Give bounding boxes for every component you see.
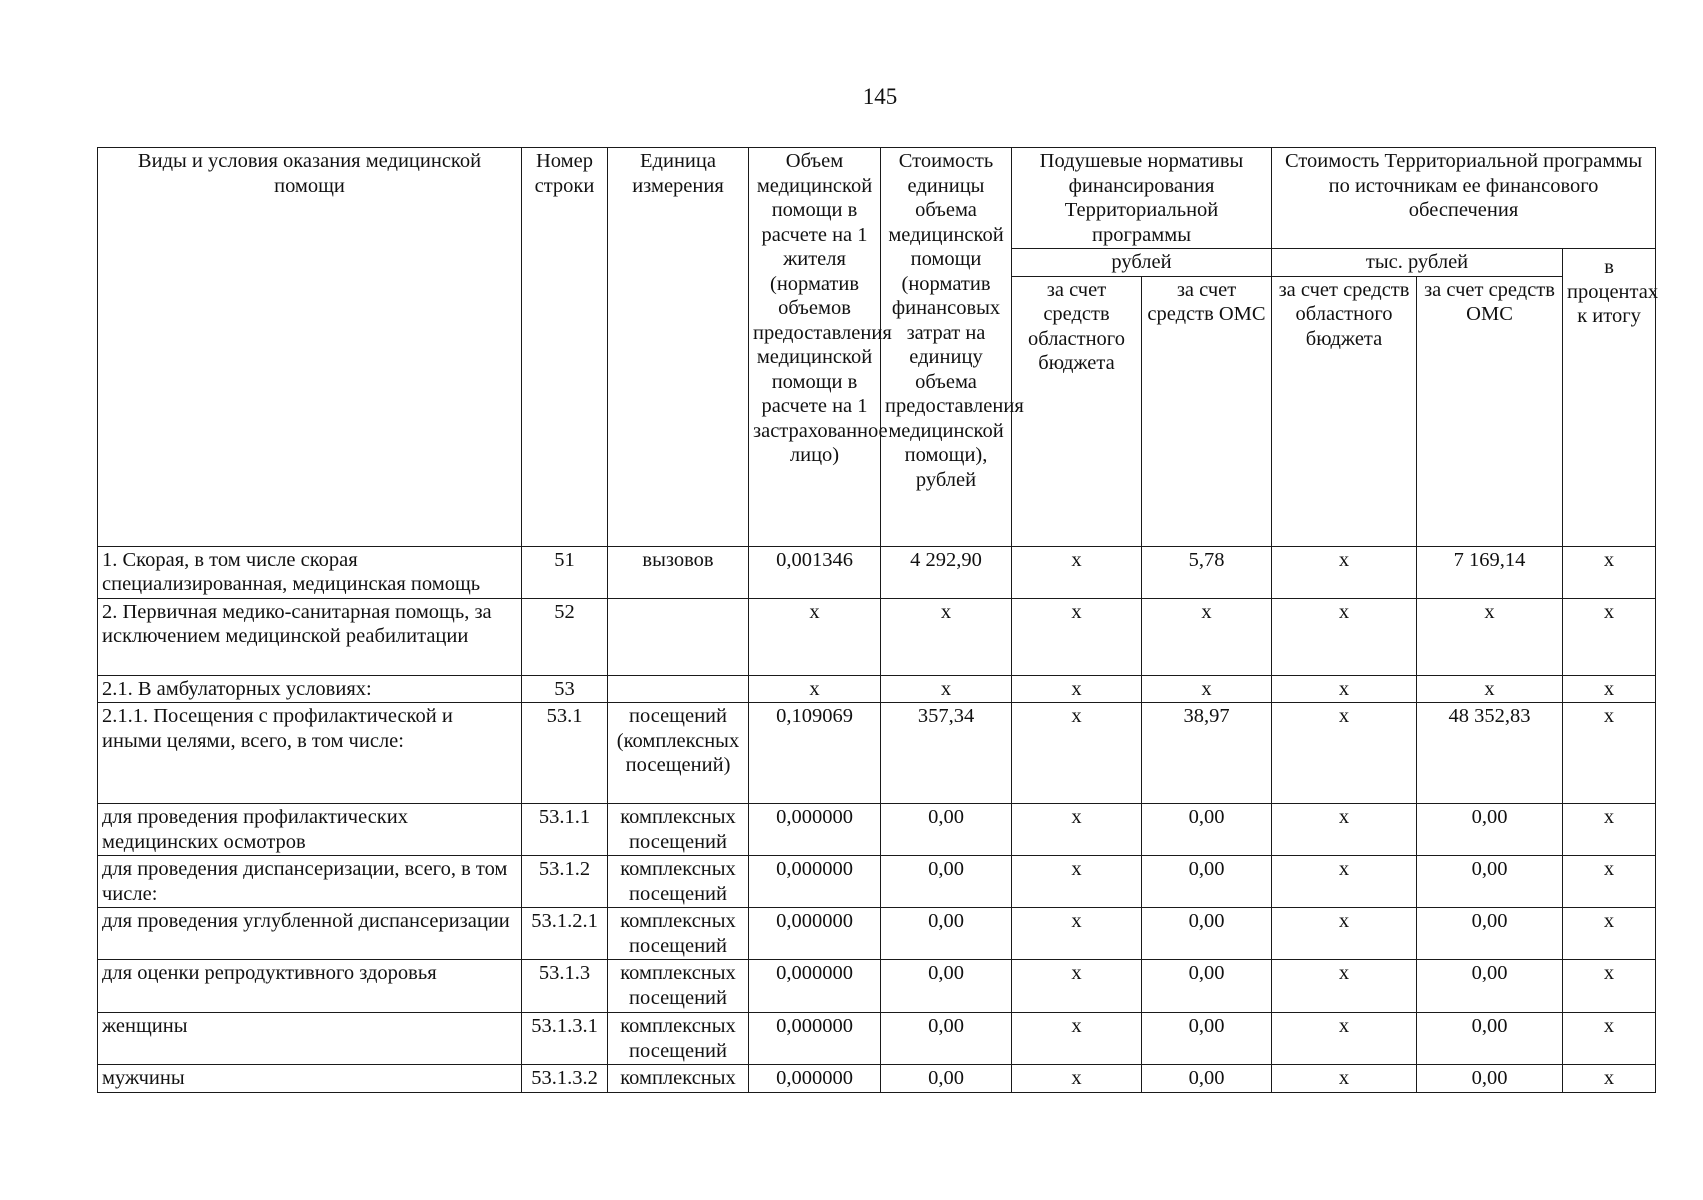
table-row <box>98 703 1656 804</box>
row-pc-budget: x <box>1012 856 1142 908</box>
row-volume: 0,001346 <box>749 546 881 598</box>
row-line: 53 <box>522 675 608 703</box>
row-name: для проведения диспансеризации, всего, в том числе: <box>98 856 522 908</box>
header-unit: Единица измерения <box>608 148 749 547</box>
row-pc-oms: 5,78 <box>1142 546 1272 598</box>
page-number: 145 <box>862 84 898 109</box>
row-percent: x <box>1563 703 1656 804</box>
row-tc-budget: x <box>1272 598 1417 675</box>
row-tc-oms: 0,00 <box>1417 960 1563 1013</box>
table-row <box>98 960 1656 1013</box>
row-pc-budget: x <box>1012 908 1142 960</box>
header-percent-of-total: в процентах к итогу <box>1563 249 1656 547</box>
header-pc-oms: за счет средств ОМС <box>1142 276 1272 546</box>
row-tc-budget: x <box>1272 1013 1417 1065</box>
table-row <box>98 546 1656 598</box>
row-pc-oms: 0,00 <box>1142 960 1272 1013</box>
row-tc-budget: x <box>1272 1065 1417 1093</box>
row-percent: x <box>1563 546 1656 598</box>
row-name: для проведения профилактических медицинских осмотров <box>98 804 522 856</box>
row-name: для проведения углубленной диспансеризации <box>98 908 522 960</box>
row-unit: комплексных <box>608 1065 749 1093</box>
row-unit: посещений (комплексных посещений) <box>608 703 749 804</box>
row-name: 1. Скорая, в том числе скорая специализированная, медицинская помощь <box>98 546 522 598</box>
row-name: 2. Первичная медико-санитарная помощь, за исключением медицинской реабилитации <box>98 598 522 675</box>
row-line: 53.1.2 <box>522 856 608 908</box>
row-line: 53.1.3 <box>522 960 608 1013</box>
row-volume: 0,000000 <box>749 856 881 908</box>
row-unit: комплексных посещений <box>608 908 749 960</box>
header-line-number: Номер строки <box>522 148 608 547</box>
row-unit-cost: 0,00 <box>881 960 1012 1013</box>
header-pc-regional-budget: за счет средств областного бюджета <box>1012 276 1142 546</box>
row-unit-cost: x <box>881 675 1012 703</box>
row-unit-cost: 0,00 <box>881 804 1012 856</box>
row-pc-oms: 0,00 <box>1142 1065 1272 1093</box>
row-volume: 0,000000 <box>749 1013 881 1065</box>
row-tc-oms: 0,00 <box>1417 856 1563 908</box>
row-volume: 0,109069 <box>749 703 881 804</box>
row-tc-budget: x <box>1272 675 1417 703</box>
row-unit-cost: x <box>881 598 1012 675</box>
row-unit-cost: 0,00 <box>881 908 1012 960</box>
row-unit: вызовов <box>608 546 749 598</box>
row-pc-oms: 0,00 <box>1142 856 1272 908</box>
row-unit-cost: 4 292,90 <box>881 546 1012 598</box>
header-per-capita-group: Подушевые нормативы финансирования Территориальной программы <box>1012 148 1272 249</box>
row-percent: x <box>1563 908 1656 960</box>
row-line: 53.1.2.1 <box>522 908 608 960</box>
header-thousand-rubles: тыс. рублей <box>1272 249 1563 277</box>
table-row <box>98 675 1656 703</box>
row-tc-oms: x <box>1417 598 1563 675</box>
row-tc-oms: 48 352,83 <box>1417 703 1563 804</box>
row-line: 53.1 <box>522 703 608 804</box>
table-row <box>98 1065 1656 1093</box>
row-pc-budget: x <box>1012 546 1142 598</box>
row-percent: x <box>1563 675 1656 703</box>
header-rubles: рублей <box>1012 249 1272 277</box>
row-pc-oms: x <box>1142 675 1272 703</box>
row-name: 2.1.1. Посещения с профилактической и иными целями, всего, в том числе: <box>98 703 522 804</box>
row-tc-budget: x <box>1272 960 1417 1013</box>
row-pc-oms: 0,00 <box>1142 908 1272 960</box>
row-unit-cost: 0,00 <box>881 856 1012 908</box>
row-name: женщины <box>98 1013 522 1065</box>
row-line: 52 <box>522 598 608 675</box>
row-volume: x <box>749 598 881 675</box>
header-tc-regional-budget: за счет средств областного бюджета <box>1272 276 1417 546</box>
row-name: мужчины <box>98 1065 522 1093</box>
table-row <box>98 856 1656 908</box>
row-unit <box>608 598 749 675</box>
row-tc-oms: x <box>1417 675 1563 703</box>
row-unit-cost: 357,34 <box>881 703 1012 804</box>
header-volume: Объем медицинской помощи в расчете на 1 жителя (норматив объемов предоставления медицинской помощи в расчете на 1 застрахованное лицо) <box>749 148 881 547</box>
row-pc-budget: x <box>1012 675 1142 703</box>
row-unit: комплексных посещений <box>608 960 749 1013</box>
financing-table <box>97 147 1659 1093</box>
row-pc-oms: x <box>1142 598 1272 675</box>
row-tc-budget: x <box>1272 546 1417 598</box>
row-volume: 0,000000 <box>749 804 881 856</box>
row-volume: 0,000000 <box>749 1065 881 1093</box>
row-percent: x <box>1563 804 1656 856</box>
row-line: 53.1.3.2 <box>522 1065 608 1093</box>
row-pc-budget: x <box>1012 598 1142 675</box>
row-volume: 0,000000 <box>749 960 881 1013</box>
row-percent: x <box>1563 1013 1656 1065</box>
row-pc-budget: x <box>1012 1013 1142 1065</box>
row-line: 53.1.3.1 <box>522 1013 608 1065</box>
row-percent: x <box>1563 598 1656 675</box>
row-unit: комплексных посещений <box>608 804 749 856</box>
row-tc-oms: 0,00 <box>1417 908 1563 960</box>
row-tc-budget: x <box>1272 856 1417 908</box>
row-unit-cost: 0,00 <box>881 1065 1012 1093</box>
row-pc-oms: 0,00 <box>1142 804 1272 856</box>
row-unit <box>608 675 749 703</box>
header-unit-cost: Стоимость единицы объема медицинской помощи (норматив финансовых затрат на единицу объема предоставления медицинской помощи), рублей <box>881 148 1012 547</box>
table-row <box>98 908 1656 960</box>
row-pc-budget: x <box>1012 960 1142 1013</box>
row-volume: 0,000000 <box>749 908 881 960</box>
row-tc-oms: 0,00 <box>1417 804 1563 856</box>
table-row <box>98 598 1656 675</box>
row-name: для оценки репродуктивного здоровья <box>98 960 522 1013</box>
row-percent: x <box>1563 960 1656 1013</box>
row-pc-oms: 38,97 <box>1142 703 1272 804</box>
row-tc-budget: x <box>1272 804 1417 856</box>
row-pc-oms: 0,00 <box>1142 1013 1272 1065</box>
row-unit: комплексных посещений <box>608 1013 749 1065</box>
header-tc-oms: за счет средств ОМС <box>1417 276 1563 546</box>
row-tc-oms: 0,00 <box>1417 1013 1563 1065</box>
row-percent: x <box>1563 856 1656 908</box>
row-tc-oms: 7 169,14 <box>1417 546 1563 598</box>
row-name: 2.1. В амбулаторных условиях: <box>98 675 522 703</box>
header-type-of-care: Виды и условия оказания медицинской помощи <box>98 148 522 547</box>
row-line: 51 <box>522 546 608 598</box>
row-volume: x <box>749 675 881 703</box>
row-pc-budget: x <box>1012 804 1142 856</box>
row-unit-cost: 0,00 <box>881 1013 1012 1065</box>
row-tc-budget: x <box>1272 908 1417 960</box>
row-unit: комплексных посещений <box>608 856 749 908</box>
row-pc-budget: x <box>1012 703 1142 804</box>
header-program-cost-group: Стоимость Территориальной программы по источникам ее финансового обеспечения <box>1272 148 1656 249</box>
row-line: 53.1.1 <box>522 804 608 856</box>
table-row <box>98 1013 1656 1065</box>
table-row <box>98 804 1656 856</box>
row-percent: x <box>1563 1065 1656 1093</box>
row-tc-oms: 0,00 <box>1417 1065 1563 1093</box>
row-tc-budget: x <box>1272 703 1417 804</box>
row-pc-budget: x <box>1012 1065 1142 1093</box>
